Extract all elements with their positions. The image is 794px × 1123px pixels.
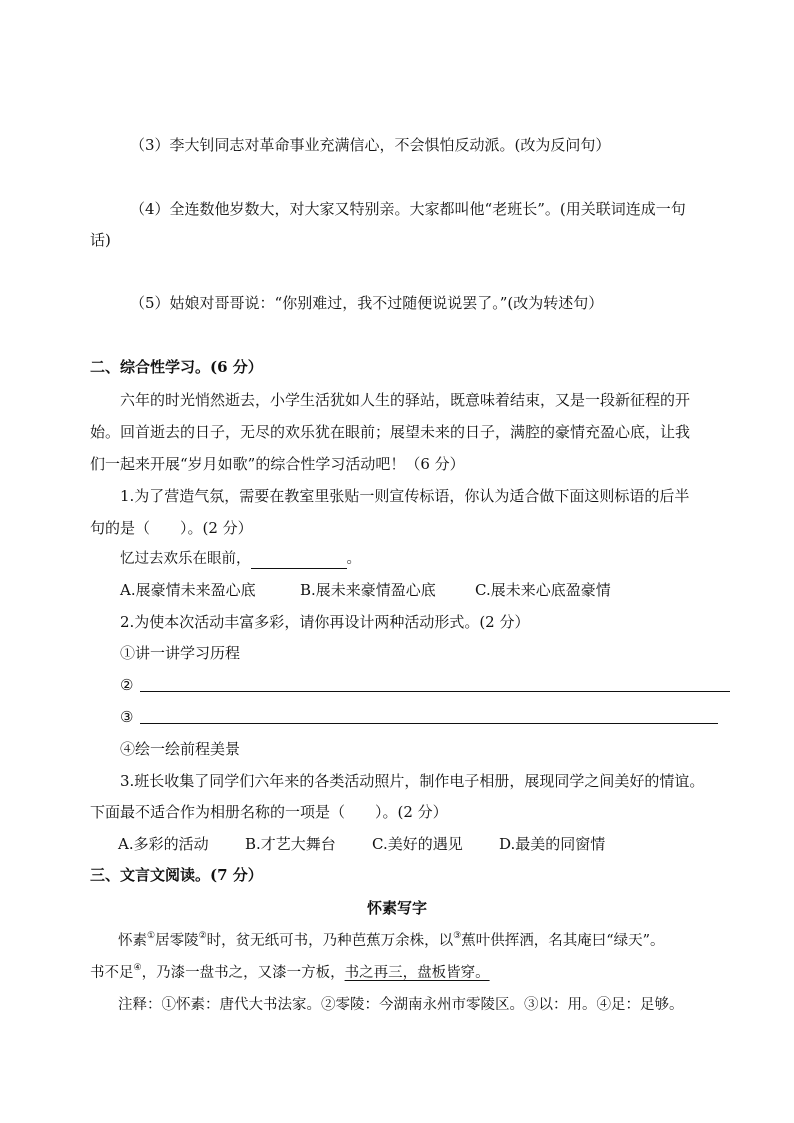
option-c[interactable]: C.美好的遇见 — [372, 835, 463, 853]
subquestion-2: 2.为使本次活动丰富多彩，请你再设计两种活动形式。(2 分） — [120, 613, 530, 631]
slogan-front: 忆过去欢乐在眼前， — [120, 551, 251, 567]
note-marker: ② — [198, 931, 207, 941]
slogan — [120, 549, 361, 569]
annotations: 注释：①怀素：唐代大书法家。②零陵：今湖南永州市零陵区。③以：用。④足：足够。 — [118, 997, 684, 1013]
slogan-end: 。 — [346, 551, 361, 567]
subquestion-1-options — [120, 580, 611, 600]
question-3: （3）李大钊同志对革命事业充满信心，不会惧怕反动派。(改为反问句） — [130, 136, 611, 154]
slogan-blank[interactable] — [251, 552, 347, 569]
section-3-title: 三、文言文阅读。(7 分） — [90, 866, 263, 884]
passage-title: 怀素写字 — [366, 899, 427, 917]
activity-3-answer-line[interactable] — [140, 723, 718, 724]
option-b[interactable]: B.展未来豪情盈心底 — [300, 581, 436, 599]
intro-line-3: 们一起来开展“岁月如歌”的综合性学习活动吧！（6 分） — [90, 455, 465, 473]
passage-line-2 — [90, 963, 490, 983]
subquestion-1-line1: 1.为了营造气氛，需要在教室里张贴一则宣传标语，你认为适合做下面这则标语的后半 — [120, 487, 690, 505]
passage-text: ，乃漆一盘书之，又漆一方板， — [141, 965, 345, 981]
question-4-line1: （4）全连数他岁数大，对大家又特别亲。大家都叫他“老班长”。(用关联词连成一句 — [130, 200, 686, 218]
option-c[interactable]: C.展未来心底盈豪情 — [475, 581, 611, 599]
question-4-line2: 话) — [90, 231, 111, 249]
option-d[interactable]: D.最美的同窗情 — [499, 835, 606, 853]
activity-3-mark: ③ — [120, 708, 134, 726]
option-a[interactable]: A.展豪情未来盈心底 — [120, 581, 256, 599]
subquestion-3-options — [118, 834, 605, 854]
section-2-title: 二、综合性学习。(6 分） — [90, 358, 263, 376]
subquestion-3-line2: 下面最不适合作为相册名称的一项是（ ）。(2 分） — [90, 803, 448, 821]
activity-1: ①讲一讲学习历程 — [120, 644, 241, 662]
activity-4: ④绘一绘前程美景 — [120, 740, 241, 758]
passage-text: 居零陵 — [155, 933, 199, 949]
intro-line-1: 六年的时光悄然逝去，小学生活犹如人生的驿站，既意味着结束，又是一段新征程的开 — [120, 391, 691, 409]
underlined-sentence: 书之再三，盘板皆穿。 — [344, 965, 490, 981]
passage-text: 书不足 — [90, 965, 134, 981]
question-5: （5）姑娘对哥哥说：“你别难过，我不过随便说说罢了。”(改为转述句） — [130, 294, 604, 312]
note-marker: ③ — [453, 931, 462, 941]
passage-text: 时，贫无纸可书，乃种芭蕉万余株，以 — [206, 933, 454, 949]
activity-2-mark: ② — [120, 676, 134, 694]
note-marker: ① — [147, 931, 156, 941]
intro-line-2: 始。回首逝去的日子，无尽的欢乐犹在眼前；展望未来的日子，满腔的豪情充盈心底，让我 — [90, 423, 691, 441]
passage-line-1 — [118, 931, 665, 951]
passage-text: 蕉叶供挥洒，名其庵曰“绿天”。 — [461, 933, 665, 949]
option-a[interactable]: A.多彩的活动 — [118, 835, 209, 853]
passage-text: 怀素 — [118, 933, 147, 949]
option-b[interactable]: B.才艺大舞台 — [245, 835, 336, 853]
activity-2-answer-line[interactable] — [140, 691, 730, 692]
subquestion-3-line1: 3.班长收集了同学们六年来的各类活动照片，制作电子相册，展现同学之间美好的情谊。 — [120, 772, 705, 790]
note-marker: ④ — [133, 963, 142, 973]
subquestion-1-line2: 句的是（ ）。(2 分） — [90, 519, 253, 537]
